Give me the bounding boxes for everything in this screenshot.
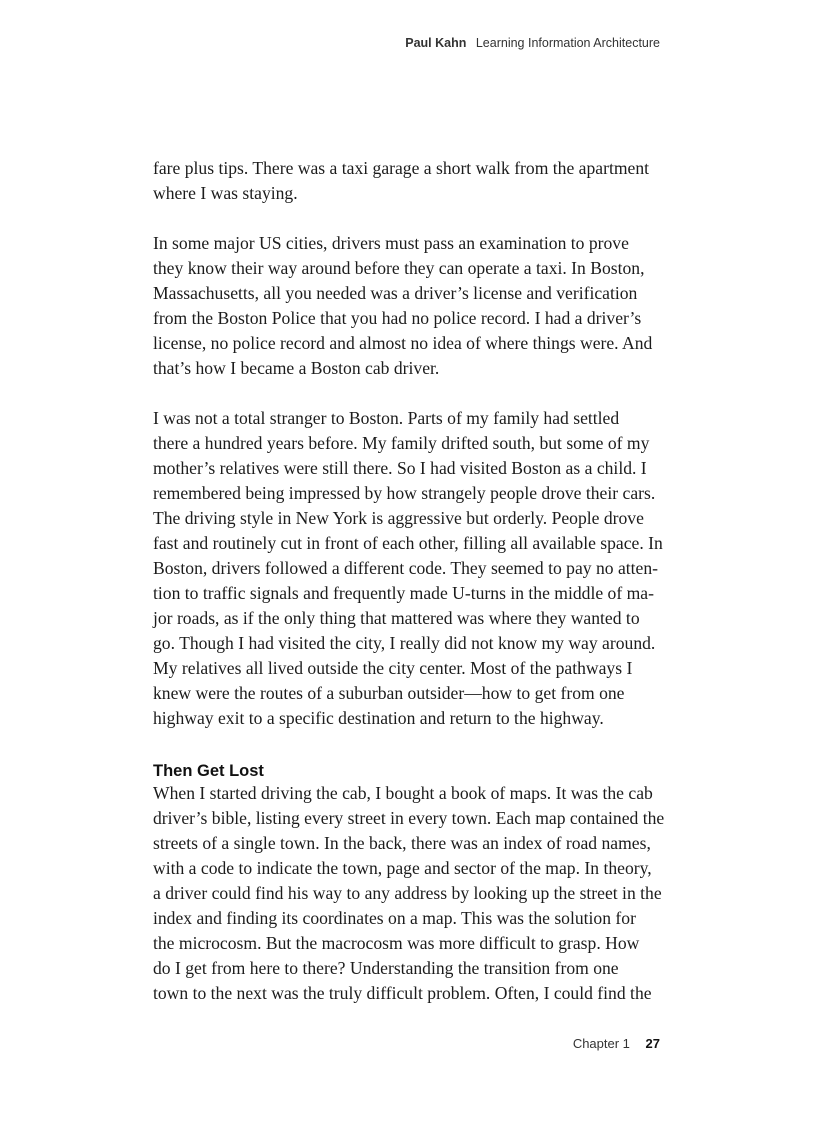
text-line: highway exit to a specific destination and return to the highway. <box>153 708 604 728</box>
page-footer <box>573 1036 660 1051</box>
text-line: Boston, drivers followed a different code. They seemed to pay no atten- <box>153 558 659 578</box>
header-author: Paul Kahn <box>405 36 467 50</box>
text-line: Massachusetts, all you needed was a driver’s license and verification <box>153 283 638 303</box>
text-line: do I get from here to there? Understanding the transition from one <box>153 958 619 978</box>
text-line: fast and routinely cut in front of each other, filling all available space. In <box>153 533 663 553</box>
running-head <box>405 36 660 50</box>
text-line: jor roads, as if the only thing that mattered was where they wanted to <box>153 608 640 628</box>
chapter-label: Chapter 1 <box>572 1036 630 1051</box>
text-line: mother’s relatives were still there. So I had visited Boston as a child. I <box>153 458 647 478</box>
paragraph-boston-license <box>153 231 665 381</box>
text-line: there a hundred years before. My family drifted south, but some of my <box>153 433 650 453</box>
paragraph-gap <box>153 381 665 406</box>
text-line: knew were the routes of a suburban outsider—how to get from one <box>153 683 625 703</box>
text-line: town to the next was the truly difficult problem. Often, I could find the <box>153 983 652 1003</box>
text-line: license, no police record and almost no idea of where things were. And <box>153 333 653 353</box>
text-line: the microcosm. But the macrocosm was more difficult to grasp. How <box>153 933 640 953</box>
text-line: that’s how I became a Boston cab driver. <box>153 358 440 378</box>
paragraph-gap <box>153 731 665 756</box>
text-line: index and finding its coordinates on a map. This was the solution for <box>153 908 636 928</box>
text-line: remembered being impressed by how strangely people drove their cars. <box>153 483 656 503</box>
text-line: In some major US cities, drivers must pass an examination to prove <box>153 233 629 253</box>
paragraph-stranger-to-boston <box>153 406 665 731</box>
text-line: where I was staying. <box>153 183 298 203</box>
section-heading: Then Get Lost <box>153 762 264 780</box>
text-line: I was not a total stranger to Boston. Parts of my family had settled <box>153 408 620 428</box>
text-line: driver’s bible, listing every street in every town. Each map contained the <box>153 808 665 828</box>
paragraph-gap <box>153 206 665 231</box>
text-line: streets of a single town. In the back, there was an index of road names, <box>153 833 651 853</box>
body-text <box>153 156 665 1006</box>
text-line: My relatives all lived outside the city center. Most of the pathways I <box>153 658 633 678</box>
page-number: 27 <box>645 1036 660 1051</box>
text-line: When I started driving the cab, I bought a book of maps. It was the cab <box>153 783 653 803</box>
text-line: from the Boston Police that you had no police record. I had a driver’s <box>153 308 642 328</box>
text-line: The driving style in New York is aggressive but orderly. People drove <box>153 508 644 528</box>
header-book-title: Learning Information Architecture <box>475 36 660 50</box>
text-line: they know their way around before they can operate a taxi. In Boston, <box>153 258 645 278</box>
text-line: with a code to indicate the town, page and sector of the map. In theory, <box>153 858 652 878</box>
paragraph-taxi-garage <box>153 156 665 206</box>
text-line: fare plus tips. There was a taxi garage a short walk from the apartment <box>153 158 650 178</box>
text-line: a driver could find his way to any address by looking up the street in the <box>153 883 662 903</box>
section-then-get-lost <box>153 759 665 1006</box>
text-line: tion to traffic signals and frequently made U-turns in the middle of ma- <box>153 583 654 603</box>
text-line: go. Though I had visited the city, I really did not know my way around. <box>153 633 656 653</box>
